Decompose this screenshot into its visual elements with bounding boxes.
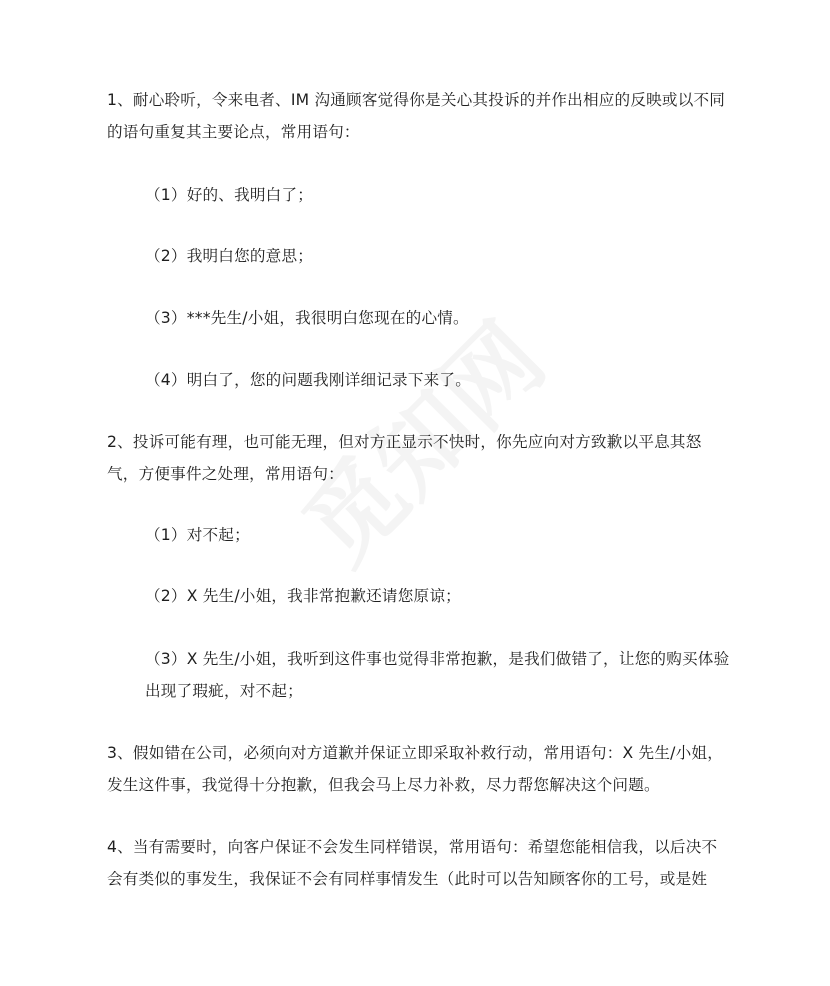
paragraph-4: 4、当有需要时，向客户保证不会发生同样错误，常用语句：希望您能相信我，以后决不会有类似的事发生，我保证不会有同样事情发生（此时可以告知顾客你的工号，或是姓: [107, 838, 718, 888]
list-item: （2）我明白您的意思；: [145, 247, 314, 265]
paragraph-2: 2、投诉可能有理，也可能无理，但对方正显示不快时，你先应向对方致歉以平息其怒气，方便事件之处理，常用语句：: [107, 433, 702, 483]
list-item: （2）X 先生/小姐，我非常抱歉还请您原谅；: [145, 587, 461, 605]
paragraph-3: 3、假如错在公司，必须向对方道歉并保证立即采取补救行动，常用语句：X 先生/小姐，发生这件事，我觉得十分抱歉，但我会马上尽力补救，尽力帮您解决这个问题。: [107, 744, 723, 794]
list-item: （3）***先生/小姐，我很明白您现在的心情。: [145, 309, 469, 327]
list-item: （1）好的、我明白了；: [145, 186, 314, 204]
list-item: （1）对不起；: [145, 526, 250, 544]
paragraph-2-item-3: （3）X 先生/小姐，我听到这件事也觉得非常抱歉，是我们做错了，让您的购买体验出现了瑕疵，对不起；: [145, 650, 730, 700]
paragraph-1: 1、耐心聆听，令来电者、IM 沟通顾客觉得你是关心其投诉的并作出相应的反映或以不同的语句重复其主要论点，常用语句：: [107, 91, 726, 141]
list-item: （4）明白了，您的问题我刚详细记录下来了。: [145, 371, 471, 389]
